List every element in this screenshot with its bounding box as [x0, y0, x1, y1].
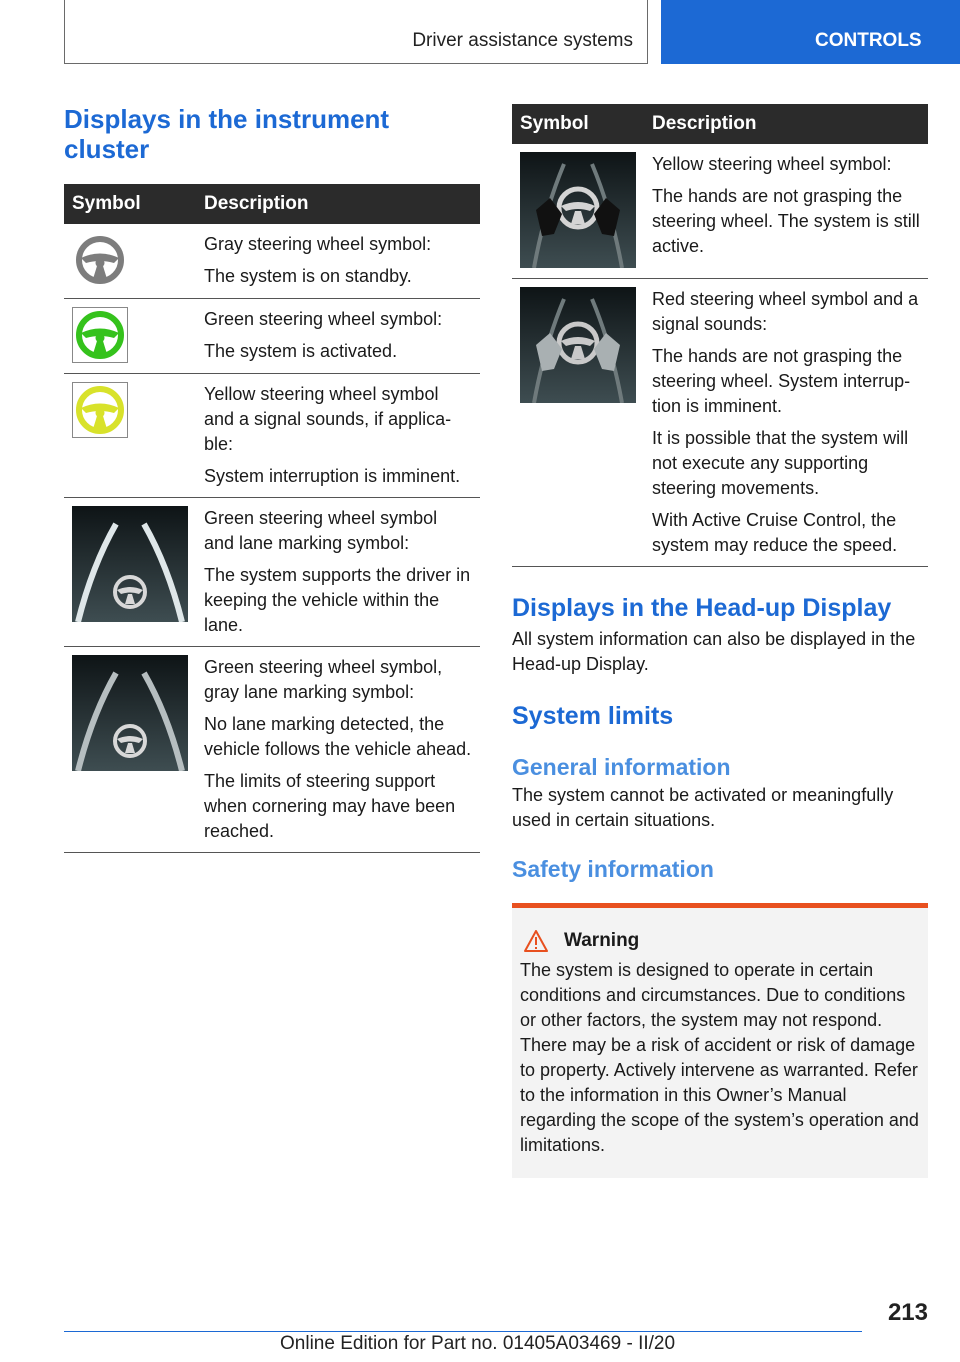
row-description-line: It is possible that the system will not execute any supporting steering movements.: [652, 428, 909, 498]
yellow-steering-wheel-icon: [72, 382, 128, 438]
steering-wheel-lane-marking-icon: [72, 506, 188, 622]
warning-header: [520, 930, 920, 952]
green-steering-wheel-icon: [72, 307, 128, 363]
row-description-line: Green steering wheel symbol and lane marking symbol:: [204, 508, 438, 553]
table-row: [64, 498, 480, 647]
row-description-line: The hands are not grasping the steering wheel. The system is still active.: [652, 186, 920, 256]
table-row: [512, 279, 928, 567]
left-column: [64, 104, 480, 853]
hud-heading: Displays in the Head-up Display: [512, 594, 892, 622]
general-information-heading: General information: [512, 754, 731, 780]
steering-wheel-gray-lane-icon: [72, 655, 188, 771]
warning-text: The system is designed to operate in certain conditions and circumstances. Due to conditions or other factors, the system may not respond. There may be a risk of accident or risk of damage to property. Actively intervene as warranted. Refer to the information in this Owner’s Manual regarding the scope of the system’s operation and limitations.: [520, 960, 919, 1155]
row-description-line: Green steering wheel symbol, gray lane marking symbol:: [204, 657, 443, 702]
system-limits-heading: System limits: [512, 702, 674, 730]
general-information-text: The system cannot be activated or meaningfully used in certain situations.: [512, 785, 894, 830]
row-description-line: Yellow steering wheel symbol:: [652, 154, 892, 174]
table-row: [64, 374, 480, 498]
instrument-cluster-table: [64, 184, 480, 853]
chapter-title: CONTROLS: [815, 30, 922, 51]
row-description-line: The limits of steering support when cornering may have been reached.: [204, 771, 456, 841]
table-row: [64, 647, 480, 853]
row-description-line: Green steering wheel symbol:: [204, 309, 443, 329]
row-description-line: No lane marking detected, the vehicle follows the vehicle ahead.: [204, 714, 472, 759]
column-header-description: Description: [644, 104, 928, 144]
table-row: [64, 299, 480, 374]
row-description-line: The system supports the driver in keeping the vehicle within the lane.: [204, 565, 471, 635]
right-column: [512, 104, 928, 1178]
instrument-cluster-heading: Displays in the instrument cluster: [64, 104, 390, 164]
header-chapter-tab: [661, 0, 960, 64]
footer-divider: [64, 1331, 862, 1332]
hud-text: All system information can also be displayed in the Head-up Display.: [512, 629, 916, 674]
column-header-symbol: Symbol: [512, 104, 644, 144]
table-row: [512, 144, 928, 279]
column-header-description: Description: [196, 184, 480, 224]
gray-steering-wheel-icon: [72, 232, 128, 288]
row-description-line: The hands are not grasping the steering wheel. System interruption is imminent.: [652, 346, 911, 416]
page-number: 213: [887, 1299, 928, 1326]
header-section-box: [64, 0, 648, 64]
warning-box: [512, 903, 928, 1178]
column-header-symbol: Symbol: [64, 184, 196, 224]
footer-edition: Online Edition for Part no. 01405A03469 - II/20: [280, 1333, 676, 1354]
row-description-line: Yellow steering wheel symbol and a signal sounds, if applicable:: [204, 384, 452, 454]
section-title: Driver assistance systems: [412, 30, 633, 51]
row-description-line: The system is activated.: [204, 341, 398, 361]
hands-off-wheel-yellow-icon: [520, 152, 636, 268]
row-description-line: Red steering wheel symbol and a signal sounds:: [652, 289, 919, 334]
table-row: [64, 224, 480, 299]
row-description-line: With Active Cruise Control, the system may reduce the speed.: [652, 510, 898, 555]
row-description-line: Gray steering wheel symbol:: [204, 234, 432, 254]
hands-off-table: [512, 104, 928, 567]
row-description-line: The system is on standby.: [204, 266, 412, 286]
hands-off-wheel-red-icon: [520, 287, 636, 403]
safety-information-heading: Safety information: [512, 856, 714, 882]
warning-title: Warning: [564, 930, 640, 951]
warning-triangle-icon: [524, 930, 548, 952]
row-description-line: System interruption is imminent.: [204, 466, 461, 486]
